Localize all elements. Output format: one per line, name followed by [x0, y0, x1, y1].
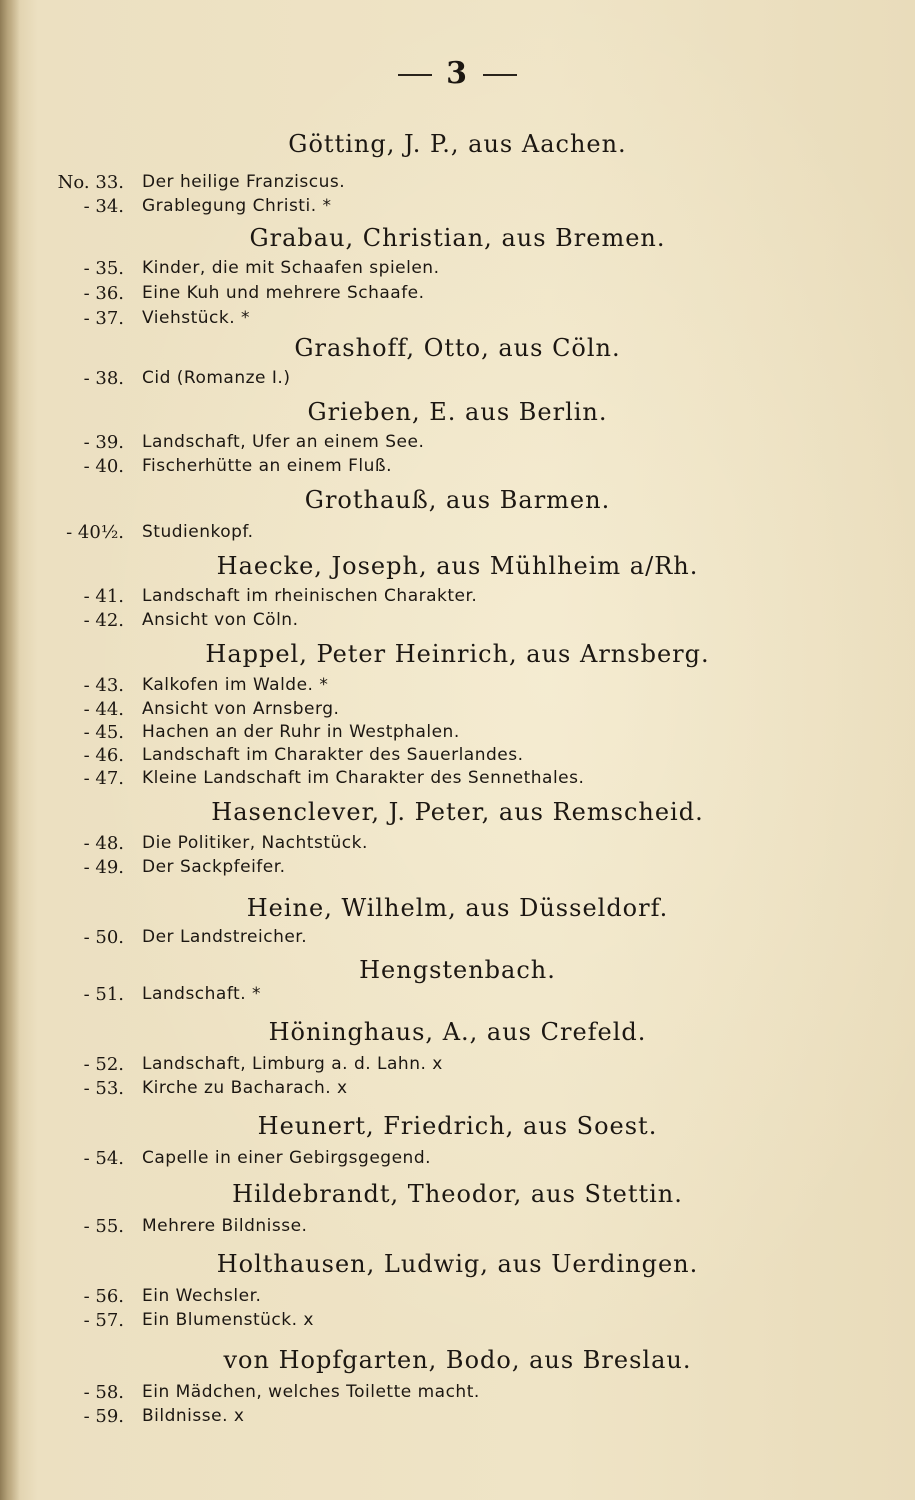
artist-heading: Hengstenbach.: [359, 956, 556, 984]
catalog-entry: [0, 1078, 915, 1104]
catalog-entry: [0, 857, 915, 883]
catalog-entry: [0, 283, 915, 309]
catalog-entry: [0, 308, 915, 334]
artist-heading: Hasenclever, J. Peter, aus Remscheid.: [211, 798, 704, 826]
entry-number: - 57.: [83, 1310, 124, 1331]
artist-heading: von Hopfgarten, Bodo, aus Breslau.: [223, 1346, 692, 1374]
entry-title: Landschaft im Charakter des Sauerlandes.: [142, 745, 524, 765]
artist-heading: Grothauß, aus Barmen.: [304, 486, 611, 514]
catalog-entry: [0, 833, 915, 859]
entry-number: - 51.: [83, 984, 124, 1005]
catalog-entry: [0, 1216, 915, 1242]
catalog-entry: [0, 927, 915, 953]
entry-number: - 40.: [83, 456, 124, 477]
entry-number: - 59.: [83, 1406, 124, 1427]
entry-title: Landschaft, Ufer an einem See.: [142, 432, 425, 452]
artist-heading: Höninghaus, A., aus Crefeld.: [268, 1018, 647, 1046]
catalog-entry: [0, 172, 915, 198]
entry-title: Landschaft. *: [142, 984, 262, 1004]
artist-heading: Grabau, Christian, aus Bremen.: [249, 224, 666, 252]
entry-title: Fischerhütte an einem Fluß.: [142, 456, 392, 476]
entry-number: - 34.: [83, 196, 124, 217]
entry-number: - 44.: [83, 699, 124, 720]
entry-number: - 48.: [83, 833, 124, 854]
entry-number: No. 33.: [57, 172, 124, 193]
entry-title: Cid (Romanze I.): [142, 368, 291, 388]
entry-title: Kirche zu Bacharach. x: [142, 1078, 348, 1098]
entry-title: Landschaft im rheinischen Charakter.: [142, 586, 478, 606]
catalog-entry: [0, 1310, 915, 1336]
catalog-entry: [0, 610, 915, 636]
entry-number: - 45.: [83, 722, 124, 743]
entry-title: Ein Wechsler.: [142, 1286, 262, 1306]
catalog-entry: [0, 196, 915, 222]
entry-number: - 41.: [83, 586, 124, 607]
entry-number: - 50.: [83, 927, 124, 948]
entry-number: - 40½.: [66, 522, 124, 543]
catalog-entry: [0, 675, 915, 701]
entry-title: Der Sackpfeifer.: [142, 857, 286, 877]
entry-title: Ein Mädchen, welches Toilette macht.: [142, 1382, 480, 1402]
page-number: 3: [446, 56, 469, 91]
catalog-entry: [0, 432, 915, 458]
artist-heading: Götting, J. P., aus Aachen.: [288, 130, 627, 158]
catalog-entry: [0, 1148, 915, 1174]
entry-title: Kalkofen im Walde. *: [142, 675, 329, 695]
header-dash-right: [483, 74, 517, 76]
entry-title: Kleine Landschaft im Charakter des Sennethales.: [142, 768, 585, 788]
entry-number: - 53.: [83, 1078, 124, 1099]
catalog-entry: [0, 1406, 915, 1432]
entry-number: - 52.: [83, 1054, 124, 1075]
artist-heading: Hildebrandt, Theodor, aus Stettin.: [232, 1180, 683, 1208]
entry-title: Viehstück. *: [142, 308, 251, 328]
entry-number: - 43.: [83, 675, 124, 696]
entry-number: - 54.: [83, 1148, 124, 1169]
entry-title: Ansicht von Cöln.: [142, 610, 299, 630]
entry-title: Kinder, die mit Schaafen spielen.: [142, 258, 440, 278]
catalog-entry: [0, 1286, 915, 1312]
catalog-entry: [0, 984, 915, 1010]
entry-title: Der Landstreicher.: [142, 927, 308, 947]
entry-title: Ein Blumenstück. x: [142, 1310, 314, 1330]
entry-number: - 58.: [83, 1382, 124, 1403]
header-dash-left: [398, 74, 432, 76]
catalog-entry: [0, 456, 915, 482]
catalog-entry: [0, 1054, 915, 1080]
artist-heading: Haecke, Joseph, aus Mühlheim a/Rh.: [216, 552, 699, 580]
page-header: [0, 56, 915, 91]
entry-number: - 55.: [83, 1216, 124, 1237]
entry-title: Hachen an der Ruhr in Westphalen.: [142, 722, 460, 742]
artist-heading: Grashoff, Otto, aus Cöln.: [294, 334, 621, 362]
entry-title: Die Politiker, Nachtstück.: [142, 833, 368, 853]
catalog-entry: [0, 586, 915, 612]
entry-title: Bildnisse. x: [142, 1406, 245, 1426]
entry-number: - 35.: [83, 258, 124, 279]
entry-number: - 47.: [83, 768, 124, 789]
entry-number: - 38.: [83, 368, 124, 389]
catalog-entry: [0, 768, 915, 794]
entry-number: - 39.: [83, 432, 124, 453]
entry-title: Grablegung Christi. *: [142, 196, 332, 216]
entry-title: Landschaft, Limburg a. d. Lahn. x: [142, 1054, 443, 1074]
entry-title: Der heilige Franziscus.: [142, 172, 346, 192]
entry-number: - 42.: [83, 610, 124, 631]
entry-title: Capelle in einer Gebirgsgegend.: [142, 1148, 432, 1168]
entry-title: Eine Kuh und mehrere Schaafe.: [142, 283, 425, 303]
artist-heading: Grieben, E. aus Berlin.: [307, 398, 608, 426]
catalog-entry: [0, 1382, 915, 1408]
catalog-entry: [0, 368, 915, 394]
artist-heading: Heunert, Friedrich, aus Soest.: [257, 1112, 658, 1140]
entry-title: Ansicht von Arnsberg.: [142, 699, 340, 719]
entry-number: - 46.: [83, 745, 124, 766]
entry-number: - 37.: [83, 308, 124, 329]
entry-number: - 56.: [83, 1286, 124, 1307]
entry-number: - 49.: [83, 857, 124, 878]
entry-number: - 36.: [83, 283, 124, 304]
artist-heading: Holthausen, Ludwig, aus Uerdingen.: [216, 1250, 699, 1278]
catalog-entry: [0, 258, 915, 284]
artist-heading: Happel, Peter Heinrich, aus Arnsberg.: [205, 640, 710, 668]
catalog-entry: [0, 522, 915, 548]
entry-title: Studienkopf.: [142, 522, 254, 542]
entry-title: Mehrere Bildnisse.: [142, 1216, 308, 1236]
artist-heading: Heine, Wilhelm, aus Düsseldorf.: [246, 894, 669, 922]
